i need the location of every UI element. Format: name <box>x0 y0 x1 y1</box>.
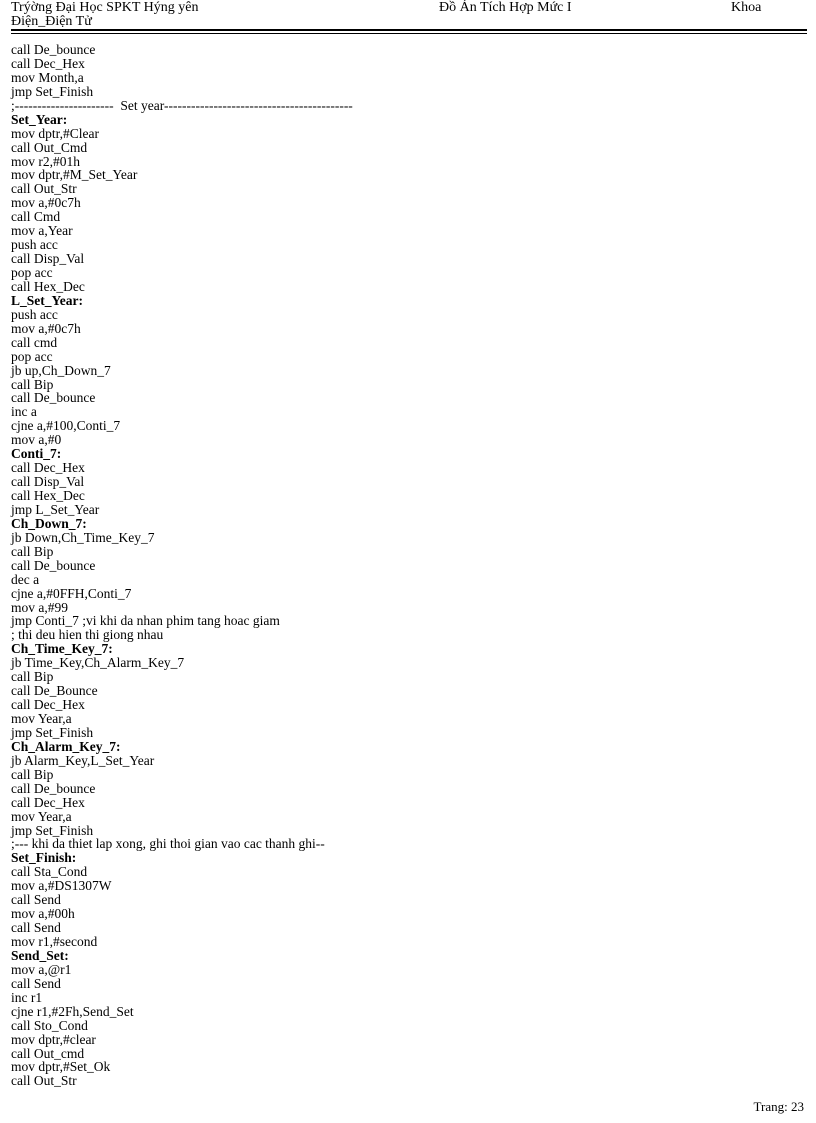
code-line: mov a,#DS1307W <box>11 878 112 894</box>
code-line: call Bip <box>11 376 54 392</box>
code-line: jb Down,Ch_Time_Key_7 <box>11 529 155 545</box>
code-line: call De_bounce <box>11 390 96 406</box>
code-line: call Bip <box>11 669 54 685</box>
code-line: jmp L_Set_Year <box>11 501 100 517</box>
code-line: inc a <box>11 404 37 420</box>
code-line: call Disp_Val <box>11 251 85 267</box>
code-line: mov dptr,#Clear <box>11 125 99 141</box>
code-line: call Sta_Cond <box>11 864 88 880</box>
code-line: call Dec_Hex <box>11 55 85 71</box>
code-line: ;---------------------- Set year------------------------------------------ <box>11 97 353 113</box>
code-line: jb Alarm_Key,L_Set_Year <box>11 752 155 768</box>
code-line: mov a,#0 <box>11 432 62 448</box>
page-header <box>11 0 807 32</box>
code-line: mov a,Year <box>11 223 73 239</box>
faculty-label: Khoa <box>731 0 762 15</box>
header-rule-thick <box>11 29 807 31</box>
code-line: cjne a,#0FFH,Conti_7 <box>11 585 132 601</box>
code-line: ; thi deu hien thi giong nhau <box>11 627 164 643</box>
code-line: call Send <box>11 975 61 991</box>
code-line: mov a,#99 <box>11 599 68 615</box>
code-line: mov a,#00h <box>11 906 75 922</box>
code-line: call Dec_Hex <box>11 460 85 476</box>
code-line: call Bip <box>11 543 54 559</box>
code-line: call De_Bounce <box>11 683 98 699</box>
code-line: ;--- khi da thiet lap xong, ghi thoi gian vao cac thanh ghi-- <box>11 836 325 852</box>
code-line: call Out_cmd <box>11 1045 85 1061</box>
code-line: mov Month,a <box>11 69 84 85</box>
code-line: call Hex_Dec <box>11 278 85 294</box>
code-label-line: Send_Set: <box>11 947 69 963</box>
code-label-line: Conti_7: <box>11 446 62 462</box>
code-label-line: Ch_Time_Key_7: <box>11 641 113 657</box>
code-line: pop acc <box>11 265 53 280</box>
code-line: jmp Set_Finish <box>11 83 94 99</box>
code-label-line: Set_Finish: <box>11 850 77 866</box>
code-line: cjne r1,#2Fh,Send_Set <box>11 1003 134 1019</box>
code-line: call Dec_Hex <box>11 794 85 810</box>
code-line: call cmd <box>11 334 58 350</box>
code-line: mov dptr,#clear <box>11 1031 96 1047</box>
code-line: call Send <box>11 920 61 936</box>
code-line: mov Year,a <box>11 808 72 824</box>
code-line: mov Year,a <box>11 711 72 726</box>
code-label-line: L_Set_Year: <box>11 292 83 308</box>
code-line: jb Time_Key,Ch_Alarm_Key_7 <box>11 655 185 671</box>
code-line: call De_bounce <box>11 557 96 573</box>
code-line: call Cmd <box>11 209 61 225</box>
code-line: dec a <box>11 571 40 587</box>
school-name: Trýờng Đại Học SPKT Hýng yên <box>11 0 199 15</box>
code-line: mov a,@r1 <box>11 961 72 977</box>
code-line: push acc <box>11 237 58 253</box>
department-name: Điện_Điện Tử <box>11 14 92 29</box>
code-line: mov a,#0c7h <box>11 195 81 211</box>
code-line: push acc <box>11 306 58 322</box>
code-line: call De_bounce <box>11 780 96 796</box>
code-line: cjne a,#100,Conti_7 <box>11 418 121 434</box>
code-line: call Sto_Cond <box>11 1017 88 1033</box>
code-line: call Out_Cmd <box>11 139 88 155</box>
code-line: mov r2,#01h <box>11 153 80 169</box>
code-line: call Dec_Hex <box>11 697 85 713</box>
code-line: call De_bounce <box>11 42 96 57</box>
code-line: jmp Conti_7 ;vi khi da nhan phim tang hoac giam <box>11 613 280 629</box>
code-line: jmp Set_Finish <box>11 822 94 838</box>
code-line: jb up,Ch_Down_7 <box>11 362 111 378</box>
code-label-line: Ch_Alarm_Key_7: <box>11 738 121 754</box>
code-line: call Send <box>11 892 61 908</box>
code-line: jmp Set_Finish <box>11 724 94 740</box>
code-label-line: Ch_Down_7: <box>11 515 87 531</box>
project-title: Đồ Án Tích Hợp Mức I <box>439 0 572 15</box>
code-line: call Out_Str <box>11 181 77 197</box>
code-label-line: Set_Year: <box>11 111 68 127</box>
code-line: call Disp_Val <box>11 474 85 490</box>
code-line: mov dptr,#Set_Ok <box>11 1059 111 1075</box>
code-line: inc r1 <box>11 989 43 1005</box>
code-line: mov r1,#second <box>11 934 98 949</box>
code-line: call Out_Str <box>11 1073 77 1089</box>
assembly-code-listing <box>11 43 801 1088</box>
code-line: mov dptr,#M_Set_Year <box>11 167 138 183</box>
header-rule-thin <box>11 33 807 34</box>
code-line: call Hex_Dec <box>11 488 85 503</box>
code-line: mov a,#0c7h <box>11 320 81 336</box>
code-line: call Bip <box>11 766 54 782</box>
page-number: Trang: 23 <box>753 1099 804 1114</box>
code-line: pop acc <box>11 348 53 364</box>
